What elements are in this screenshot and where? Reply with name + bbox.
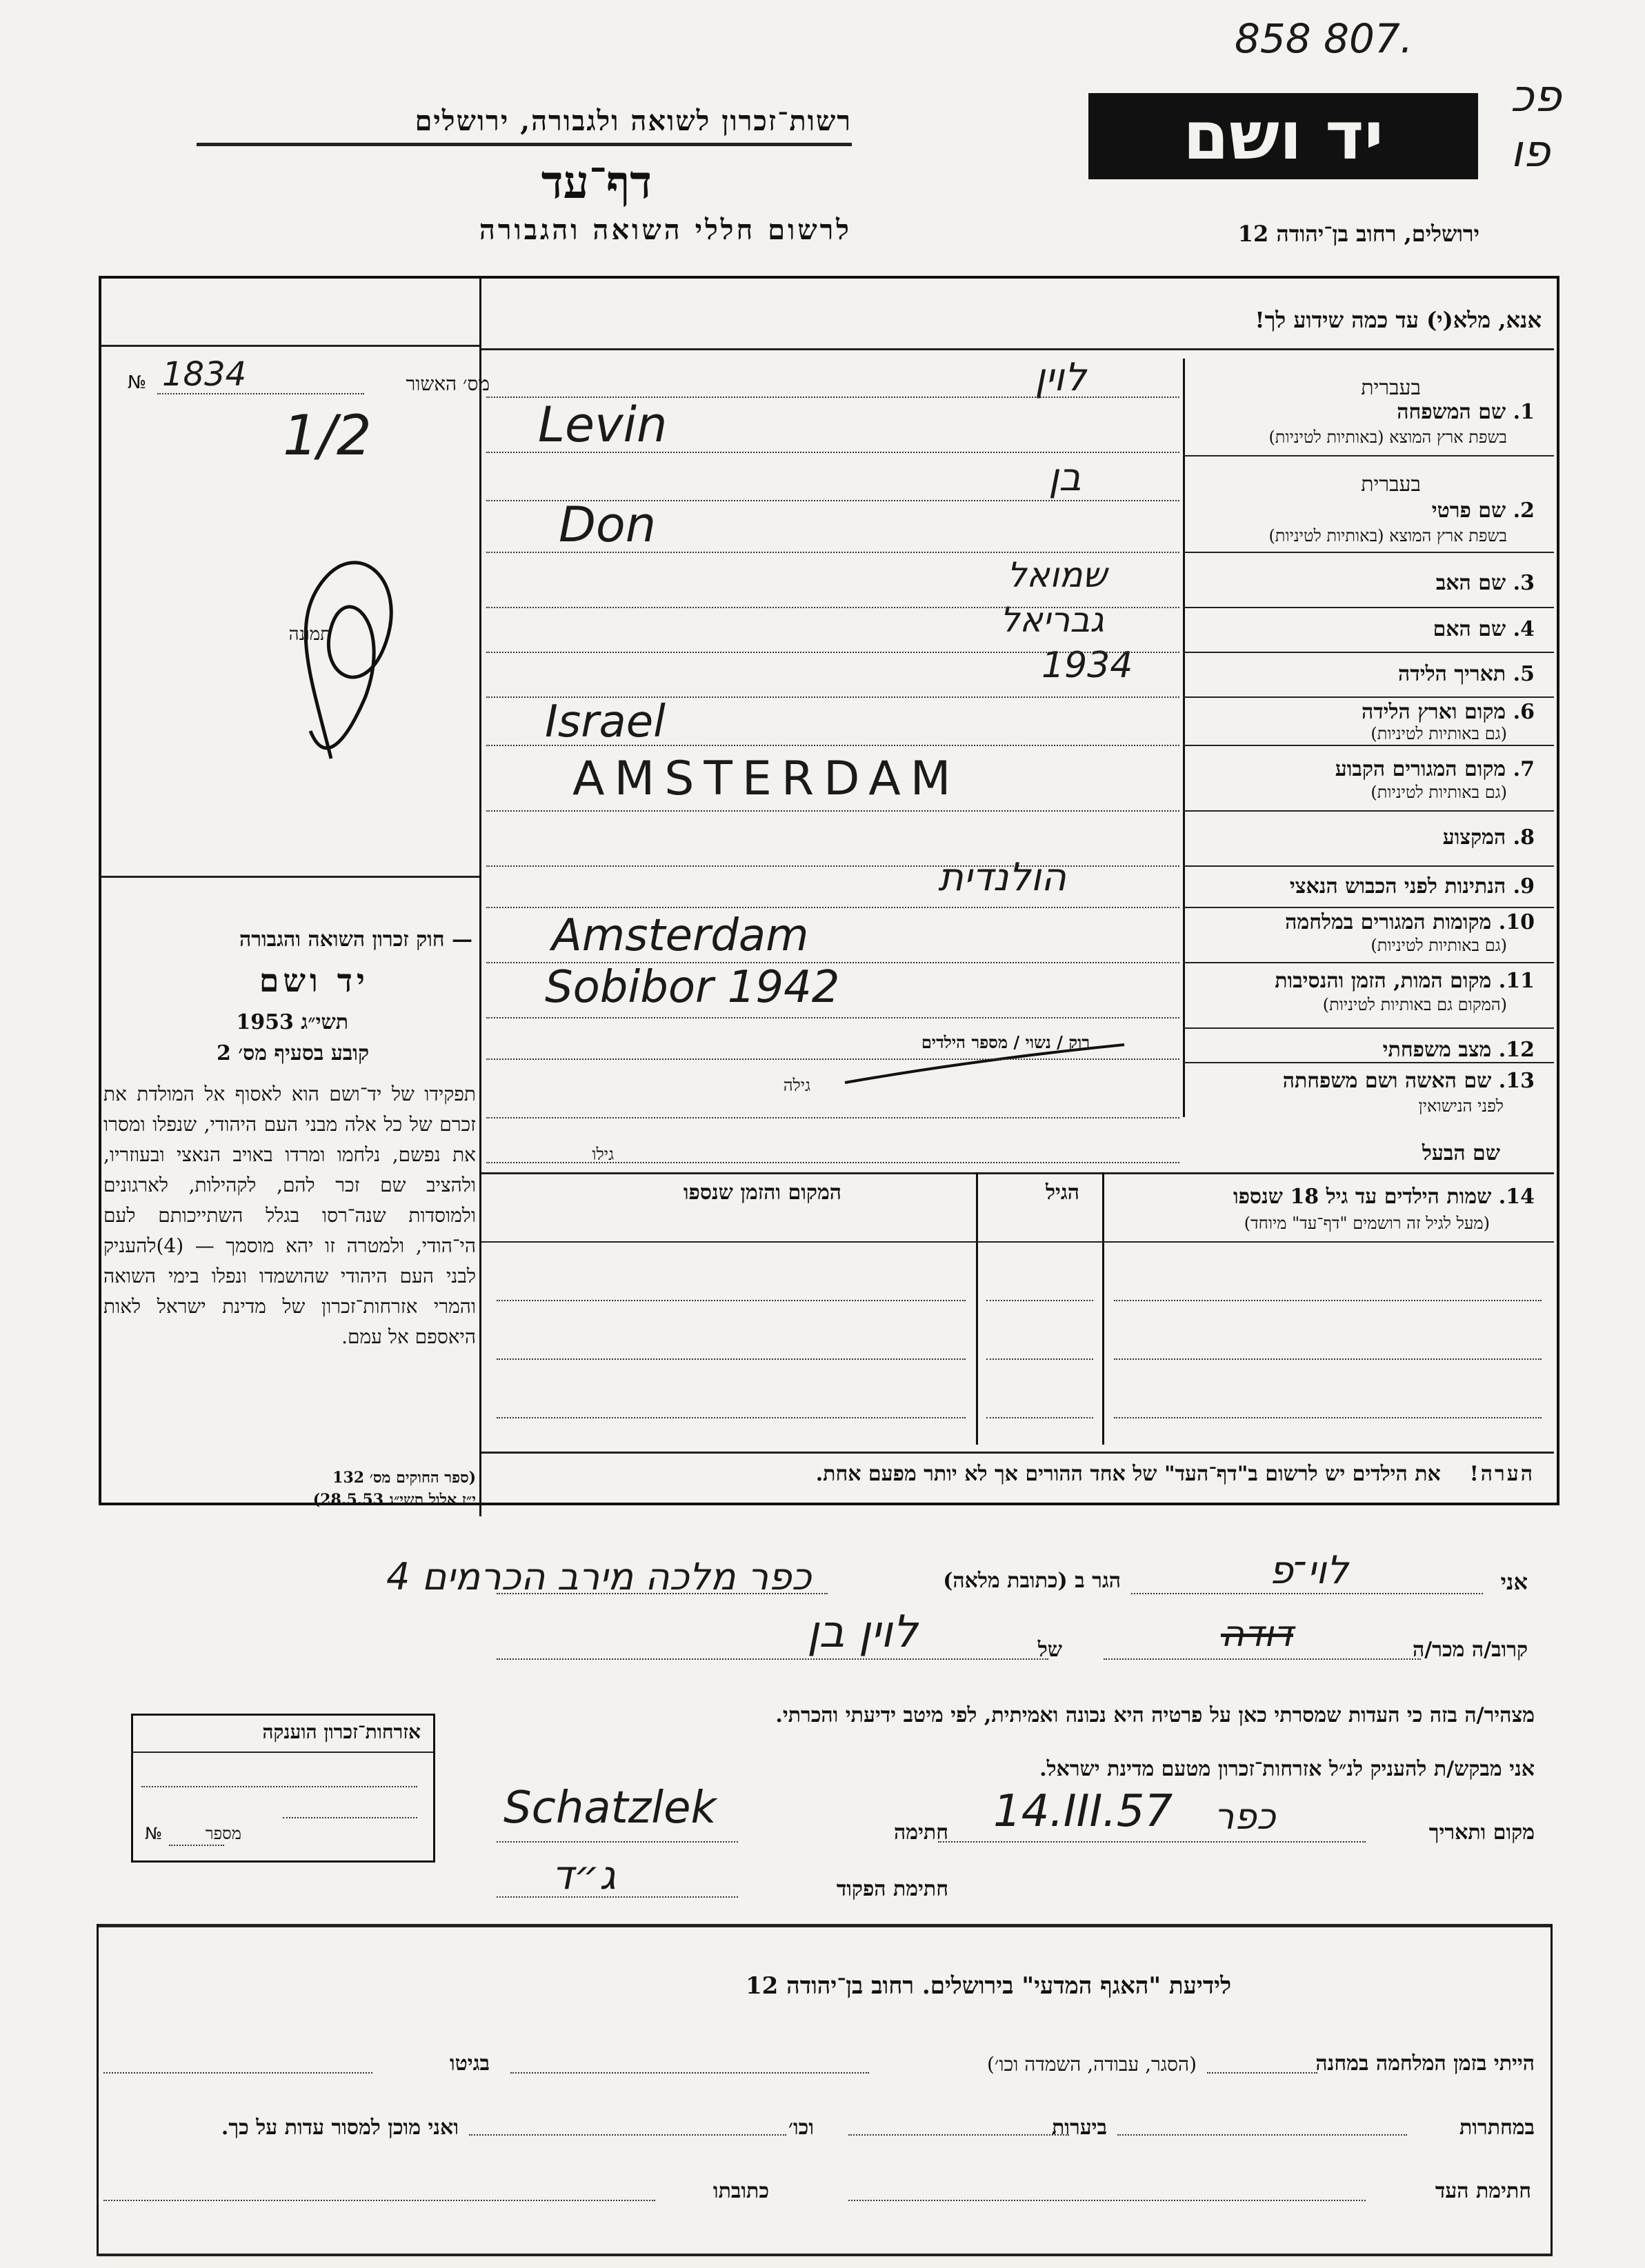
approval-number-sign: № bbox=[128, 372, 147, 393]
age-female-label: גילה bbox=[783, 1076, 810, 1095]
field-9-value: הולנדית bbox=[938, 855, 1066, 900]
field-13-sub: לפני הנישואין bbox=[1418, 1096, 1504, 1116]
field-2-lang: בעברית bbox=[1361, 472, 1421, 496]
husband-label: שם הבעל bbox=[1422, 1141, 1500, 1165]
field-5-value: 1934 bbox=[1041, 645, 1133, 686]
field-13-label bbox=[1283, 1069, 1535, 1093]
children-col-place: המקום והזמן שנספו bbox=[683, 1181, 841, 1205]
field-2-label bbox=[1432, 499, 1535, 523]
field-2-value-latin: Don bbox=[559, 496, 657, 553]
field-13-num: 13. bbox=[1498, 1069, 1535, 1093]
decl-of-label: של bbox=[1037, 1638, 1062, 1662]
decl-place-value: כפר bbox=[1214, 1796, 1276, 1838]
field-7-value: AMSTERDAM bbox=[572, 752, 961, 806]
decl-date-value: 14.III.57 bbox=[993, 1786, 1173, 1837]
left-column-divider bbox=[479, 279, 481, 1516]
decl-request: אני מבקש/ת להעניק לנ״ל אזרחות־זכרון מטעם מדינת ישראל. bbox=[1039, 1757, 1535, 1781]
field-11-sub: (המקום גם באותיות לטיניות) bbox=[1322, 995, 1507, 1014]
field-7-label bbox=[1335, 757, 1535, 781]
field-4-name: שם האם bbox=[1433, 617, 1506, 641]
field-2-sub: בשפת ארץ המוצא (באותיות לטיניות) bbox=[1268, 526, 1507, 545]
field-12-name: מצב משפחתי bbox=[1382, 1038, 1492, 1062]
decl-i-label: אני bbox=[1500, 1569, 1528, 1595]
decl-lives-label: הגר ב (כתובת מלאה) bbox=[943, 1569, 1121, 1593]
field-1-value-latin: Levin bbox=[538, 397, 668, 453]
field-2-value-he: בן bbox=[1048, 455, 1081, 500]
footer-line1-c: בגיטו bbox=[449, 2051, 490, 2076]
children-num: 14. bbox=[1498, 1185, 1535, 1209]
decl-relative-value: דודה bbox=[1221, 1614, 1293, 1655]
field-9-num: 9. bbox=[1513, 874, 1535, 899]
yad-vashem-logo: יד ושם bbox=[1088, 93, 1478, 179]
field-3-num: 3. bbox=[1513, 571, 1535, 595]
header-address: ירושלים, רחוב בן־יהודה 12 bbox=[1237, 221, 1479, 247]
law-ref-1: (ספר החוקים מס׳ 132 bbox=[332, 1469, 476, 1487]
decl-signature-label: חתימה bbox=[894, 1820, 948, 1845]
field-6-num: 6. bbox=[1513, 700, 1535, 724]
footer-line2-c: וכו׳ bbox=[788, 2116, 814, 2140]
photo-label: תמונה bbox=[288, 624, 331, 645]
field-3-name: שם האב bbox=[1435, 571, 1506, 595]
footer-line1-a: הייתי בזמן המלחמה במחנה bbox=[1315, 2051, 1535, 2076]
form-title: דף־עד bbox=[541, 155, 652, 209]
field-9-name: הנתינות לפני הכבוש הנאצי bbox=[1289, 874, 1506, 899]
field-8-name: המקצוע bbox=[1442, 825, 1506, 850]
field-5-label bbox=[1398, 662, 1535, 686]
field-6-value: Israel bbox=[545, 696, 666, 747]
field-11-label bbox=[1275, 969, 1535, 993]
field-1-num: 1. bbox=[1513, 400, 1535, 424]
note bbox=[816, 1462, 1535, 1486]
field-11-value: Sobibor 1942 bbox=[545, 962, 840, 1013]
field-1-lang: בעברית bbox=[1361, 376, 1421, 400]
field-12-num: 12. bbox=[1498, 1038, 1535, 1062]
field-2-name: שם פרטי bbox=[1431, 499, 1506, 523]
marital-options: רוק / נשוי / מספר הילדים bbox=[921, 1032, 1090, 1052]
field-7-sub: (גם באותיות לטיניות) bbox=[1370, 783, 1507, 802]
footer-line2-a: במחתרות bbox=[1459, 2116, 1535, 2140]
field-1-value-he: לוין bbox=[1035, 355, 1086, 400]
law-year: תשי״ג 1953 bbox=[236, 1010, 348, 1034]
corner-number: 858 807. bbox=[1235, 15, 1413, 62]
law-name: יד ושם bbox=[259, 962, 369, 999]
certificate-number-sign: № bbox=[145, 1824, 162, 1843]
footer-line1-b: (הסגר, עבודה, השמדה וכו׳) bbox=[986, 2053, 1197, 2076]
field-10-name: מקומות המגורים במלחמה bbox=[1285, 910, 1492, 934]
field-11-num: 11. bbox=[1498, 969, 1535, 993]
decl-of-value: לוין בן bbox=[807, 1607, 918, 1658]
field-7-num: 7. bbox=[1513, 757, 1535, 781]
field-9-label bbox=[1290, 874, 1535, 899]
approval-fraction: 1/2 bbox=[283, 403, 372, 468]
law-text: תפקידו של יד־ושם הוא לאסוף אל המולדת את זכרם של כל אלה מבני העם היהודי, שנפלו ומסרו את נפשם, נלחמו ומרדו באויב הנאצי ובעוזריו, ולהציב שם זכר להם, לקהילות, לארגונים ולמוסדות שנה־רסו בגלל השתייכותם לעם הי־הודי, ולמטרה זו יהא מוסמך — (4)להעניק לבני העם היהודי שהושמדו ונפלו בימי השואה והמרי אזרחות־זכרון של מדינת ישראל לאות היאספם אל עמם. bbox=[103, 1083, 476, 1348]
children-col-age: הגיל bbox=[1045, 1181, 1079, 1205]
approval-number: 1834 bbox=[162, 355, 247, 394]
law-ref-2: י״ז אלול תשי״ג 28.5.53) bbox=[312, 1491, 476, 1509]
field-3-label bbox=[1436, 571, 1535, 595]
children-sub: (מעל לגיל זה רושמים "דף־עד" מיוחד) bbox=[1244, 1214, 1490, 1233]
field-12-label bbox=[1383, 1038, 1535, 1062]
footer-title: לידיעת "האגף המדעי" בירושלים. רחוב בן־יהודה 12 bbox=[746, 1972, 1231, 2000]
children-title: שמות הילדים עד גיל 18 שנספו bbox=[1233, 1185, 1492, 1209]
note-label: הערה! bbox=[1469, 1462, 1535, 1486]
footer-line2-d: ואני מוכן למסור עדות על כך. bbox=[221, 2116, 459, 2140]
field-6-sub: (גם באותיות לטיניות) bbox=[1370, 724, 1507, 743]
decl-declare: מצהיר/ה בזה כי העדות שמסרתי כאן על פרטיה היא נכונה ואמיתית, לפי מיטב ידיעתי והכרתי. bbox=[775, 1703, 1535, 1727]
decl-relative-label: קרוב/ה מכר/ה bbox=[1413, 1638, 1528, 1662]
age-male-label: גילו bbox=[592, 1145, 614, 1164]
field-8-label bbox=[1443, 825, 1535, 850]
decl-place-date-label: מקום ותאריך bbox=[1428, 1820, 1535, 1845]
field-8-num: 8. bbox=[1513, 825, 1535, 850]
field-5-num: 5. bbox=[1513, 662, 1535, 686]
photo-scribble bbox=[248, 538, 455, 772]
field-10-num: 10. bbox=[1498, 910, 1535, 934]
decl-official-sig-value: ג״ד bbox=[552, 1851, 616, 1898]
certificate-title: אזרחות־זכרון הוענקה bbox=[262, 1720, 421, 1743]
field-4-num: 4. bbox=[1513, 617, 1535, 641]
field-10-value: Amsterdam bbox=[552, 910, 809, 961]
children-label bbox=[1233, 1185, 1535, 1209]
footer-address-label: כתובתו bbox=[712, 2179, 769, 2203]
field-11-name: מקום המות, הזמן והנסיבות bbox=[1275, 969, 1492, 993]
field-5-name: תאריך הלידה bbox=[1398, 662, 1506, 686]
certificate-number-label: מספר bbox=[205, 1824, 241, 1843]
law-title: — חוק זכרון השואה והגבורה bbox=[239, 927, 472, 952]
footer-line2-b: ביערות bbox=[1051, 2116, 1107, 2140]
field-10-sub: (גם באותיות לטיניות) bbox=[1370, 936, 1507, 955]
form-intro: אנא, מלא(י) עד כמה שידוע לך! bbox=[1255, 307, 1542, 333]
form-subtitle: לרשום חללי השואה והגבורה bbox=[479, 214, 852, 246]
approval-label: מס׳ האשור bbox=[406, 372, 490, 395]
institute-name: רשות־זכרון לשואה ולגבורה, ירושלים bbox=[415, 105, 852, 137]
field-7-name: מקום המגורים הקבוע bbox=[1335, 757, 1506, 781]
field-6-name: מקום וארץ הלידה bbox=[1361, 700, 1506, 724]
decl-i-value: לוי־פ bbox=[1269, 1548, 1348, 1593]
footer-sig-label: חתימת העד bbox=[1435, 2179, 1531, 2203]
decl-signature-value: Schatzlek bbox=[504, 1783, 717, 1834]
field-13-name: שם האשה ושם משפחתה bbox=[1282, 1069, 1492, 1093]
field-2-num: 2. bbox=[1513, 499, 1535, 523]
corner-initials: פכ פו bbox=[1511, 71, 1562, 177]
field-1-label bbox=[1397, 400, 1535, 424]
note-text: את הילדים יש לרשום ב"דף־העד" של אחד ההורים אך לא יותר מפעם אחת. bbox=[815, 1462, 1441, 1486]
field-4-value: גבריאל bbox=[1000, 600, 1104, 640]
field-4-label bbox=[1433, 617, 1535, 641]
field-3-value: שמואל bbox=[1007, 555, 1107, 595]
law-section: קובע בסעיף מס׳ 2 bbox=[216, 1041, 369, 1065]
field-6-label bbox=[1362, 700, 1535, 724]
field-1-name: שם המשפחה bbox=[1397, 400, 1506, 424]
marital-scribble bbox=[841, 1041, 1131, 1090]
field-1-sub: בשפת ארץ המוצא (באותיות לטיניות) bbox=[1268, 428, 1507, 447]
field-10-label bbox=[1285, 910, 1535, 934]
decl-lives-value: כפר מלכה מירב הכרמים 4 bbox=[386, 1555, 812, 1598]
decl-official-sig-label: חתימת הפקוד bbox=[836, 1877, 948, 1901]
